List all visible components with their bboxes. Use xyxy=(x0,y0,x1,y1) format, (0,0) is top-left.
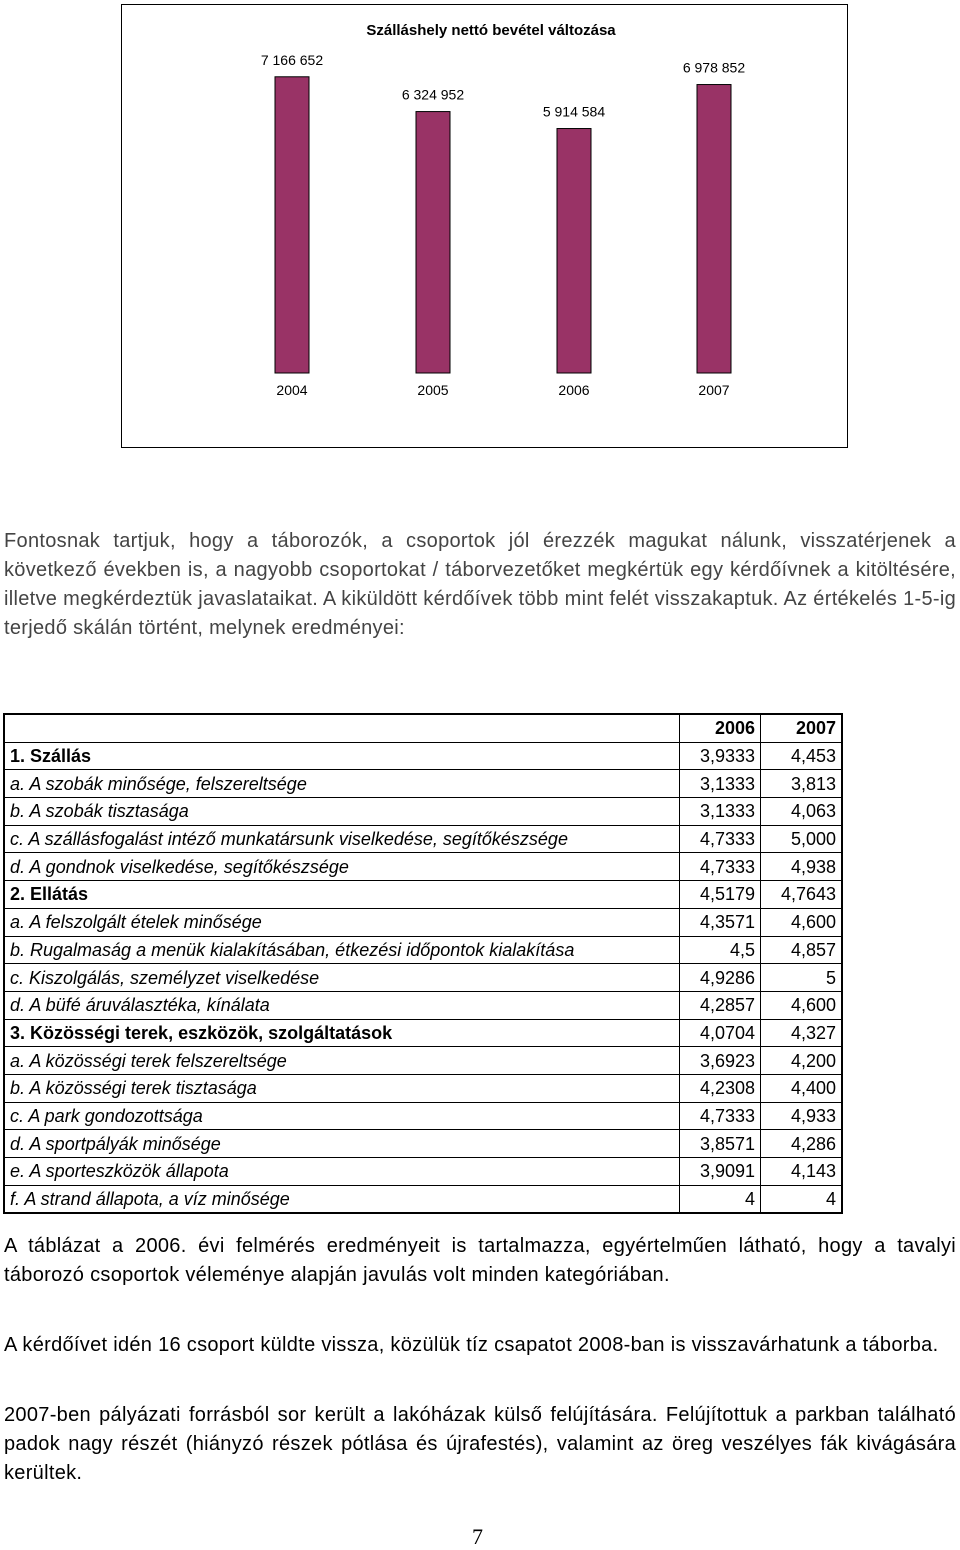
table-row xyxy=(4,1019,842,1047)
row-value-2006: 4,0704 xyxy=(680,1019,761,1047)
table-header-label xyxy=(4,714,680,742)
row-label: a. A felszolgált ételek minősége xyxy=(4,908,680,936)
row-value-2006: 4,7333 xyxy=(680,825,761,853)
row-value-2007: 4,400 xyxy=(761,1074,843,1102)
chart-title: Szálláshely nettó bevétel változása xyxy=(366,22,616,39)
row-label: f. A strand állapota, a víz minősége xyxy=(4,1185,680,1213)
table-header-2006: 2006 xyxy=(680,714,761,742)
table-row xyxy=(4,770,842,798)
row-label: 3. Közösségi terek, eszközök, szolgáltatások xyxy=(4,1019,680,1047)
row-value-2007: 5 xyxy=(761,964,843,992)
row-value-2006: 3,9333 xyxy=(680,742,761,770)
row-value-2007: 4,600 xyxy=(761,991,843,1019)
chart-bar-2005 xyxy=(416,112,450,373)
table-row xyxy=(4,936,842,964)
table-row xyxy=(4,908,842,936)
row-value-2007: 5,000 xyxy=(761,825,843,853)
row-value-2006: 3,9091 xyxy=(680,1158,761,1186)
row-value-2006: 4,2857 xyxy=(680,991,761,1019)
table-row xyxy=(4,798,842,826)
revenue-chart xyxy=(121,4,848,448)
table-row xyxy=(4,1158,842,1186)
row-value-2007: 4,933 xyxy=(761,1102,843,1130)
row-value-2007: 4,600 xyxy=(761,908,843,936)
chart-x-tick-label: 2004 xyxy=(276,382,308,398)
row-value-2006: 4,7333 xyxy=(680,853,761,881)
row-label: c. Kiszolgálás, személyzet viselkedése xyxy=(4,964,680,992)
row-value-2006: 3,6923 xyxy=(680,1047,761,1075)
row-value-2007: 4,7643 xyxy=(761,881,843,909)
row-value-2007: 4,063 xyxy=(761,798,843,826)
row-label: d. A büfé áruválasztéka, kínálata xyxy=(4,991,680,1019)
row-label: c. A park gondozottsága xyxy=(4,1102,680,1130)
row-label: d. A gondnok viselkedése, segítőkészsége xyxy=(4,853,680,881)
table-row xyxy=(4,964,842,992)
table-row xyxy=(4,1185,842,1213)
row-value-2006: 4,3571 xyxy=(680,908,761,936)
row-value-2007: 4,327 xyxy=(761,1019,843,1047)
table-row xyxy=(4,881,842,909)
revenue-chart-svg xyxy=(122,5,847,447)
return-groups-paragraph: A kérdőívet idén 16 csoport küldte vissza, közülük tíz csapatot 2008-ban is visszavárhatunk a táborba. xyxy=(4,1334,939,1356)
chart-data-label: 6 324 952 xyxy=(401,86,465,103)
row-label: d. A sportpályák minősége xyxy=(4,1130,680,1158)
row-value-2006: 4,5179 xyxy=(680,881,761,909)
row-value-2007: 3,813 xyxy=(761,770,843,798)
chart-data-label: 7 166 652 xyxy=(260,51,324,68)
row-value-2006: 3,8571 xyxy=(680,1130,761,1158)
table-row xyxy=(4,825,842,853)
row-label: a. A közösségi terek felszereltsége xyxy=(4,1047,680,1075)
table-row xyxy=(4,991,842,1019)
row-value-2007: 4,857 xyxy=(761,936,843,964)
chart-data-label: 5 914 584 xyxy=(542,103,606,120)
row-label: b. A szobák tisztasága xyxy=(4,798,680,826)
page-number: 7 xyxy=(472,1524,483,1549)
row-label: 2. Ellátás xyxy=(4,881,680,909)
table-header-row xyxy=(4,714,842,742)
chart-x-tick-label: 2005 xyxy=(417,382,449,398)
row-value-2006: 3,1333 xyxy=(680,770,761,798)
chart-x-tick-label: 2006 xyxy=(558,382,590,398)
row-label: b. A közösségi terek tisztasága xyxy=(4,1074,680,1102)
row-value-2006: 3,1333 xyxy=(680,798,761,826)
table-row xyxy=(4,853,842,881)
row-value-2006: 4,2308 xyxy=(680,1074,761,1102)
row-value-2007: 4,143 xyxy=(761,1158,843,1186)
row-value-2007: 4,453 xyxy=(761,742,843,770)
renovation-paragraph: 2007-ben pályázati forrásból sor került a lakóházak külső felújítására. Felújítottuk a parkban található padok nagy részét (hiányzó részek pótlása és újrafestés), valamint az öreg veszélyes fák kivágására kerültek. xyxy=(4,1404,956,1484)
table-header-2007: 2007 xyxy=(761,714,843,742)
row-label: 1. Szállás xyxy=(4,742,680,770)
chart-bar-2006 xyxy=(557,129,591,373)
row-value-2006: 4,7333 xyxy=(680,1102,761,1130)
row-value-2007: 4 xyxy=(761,1185,843,1213)
row-value-2006: 4,5 xyxy=(680,936,761,964)
row-value-2006: 4,9286 xyxy=(680,964,761,992)
row-label: e. A sporteszközök állapota xyxy=(4,1158,680,1186)
chart-bar-2004 xyxy=(275,77,309,373)
table-row xyxy=(4,742,842,770)
table-row xyxy=(4,1102,842,1130)
row-label: b. Rugalmaság a menük kialakításában, étkezési időpontok kialakítása xyxy=(4,936,680,964)
chart-data-label: 6 978 852 xyxy=(682,59,746,76)
table-row xyxy=(4,1047,842,1075)
row-label: c. A szállásfogalást intéző munkatársunk viselkedése, segítőkészsége xyxy=(4,825,680,853)
row-value-2006: 4 xyxy=(680,1185,761,1213)
table-row xyxy=(4,1074,842,1102)
table-summary-paragraph: A táblázat a 2006. évi felmérés eredményeit is tartalmazza, egyértelműen látható, hogy a tavalyi táborozó csoportok véleménye alapján javulás volt minden kategóriában. xyxy=(4,1235,956,1286)
survey-results-table xyxy=(3,713,843,1214)
table-row xyxy=(4,1130,842,1158)
chart-x-tick-label: 2007 xyxy=(698,382,730,398)
row-value-2007: 4,200 xyxy=(761,1047,843,1075)
intro-paragraph: Fontosnak tartjuk, hogy a táborozók, a csoportok jól érezzék magukat nálunk, visszatérjenek a következő években is, a nagyobb csoportokat / táborvezetőket megkértük egy kérdőívnek a kitöltésére, illetve megkérdeztük javaslataikat. A kiküldött kérdőívek több mint felét visszakaptuk. Az értékelés 1-5-ig terjedő skálán történt, melynek eredményei: xyxy=(4,530,956,639)
chart-bar-2007 xyxy=(697,85,731,373)
row-value-2007: 4,938 xyxy=(761,853,843,881)
row-label: a. A szobák minősége, felszereltsége xyxy=(4,770,680,798)
row-value-2007: 4,286 xyxy=(761,1130,843,1158)
